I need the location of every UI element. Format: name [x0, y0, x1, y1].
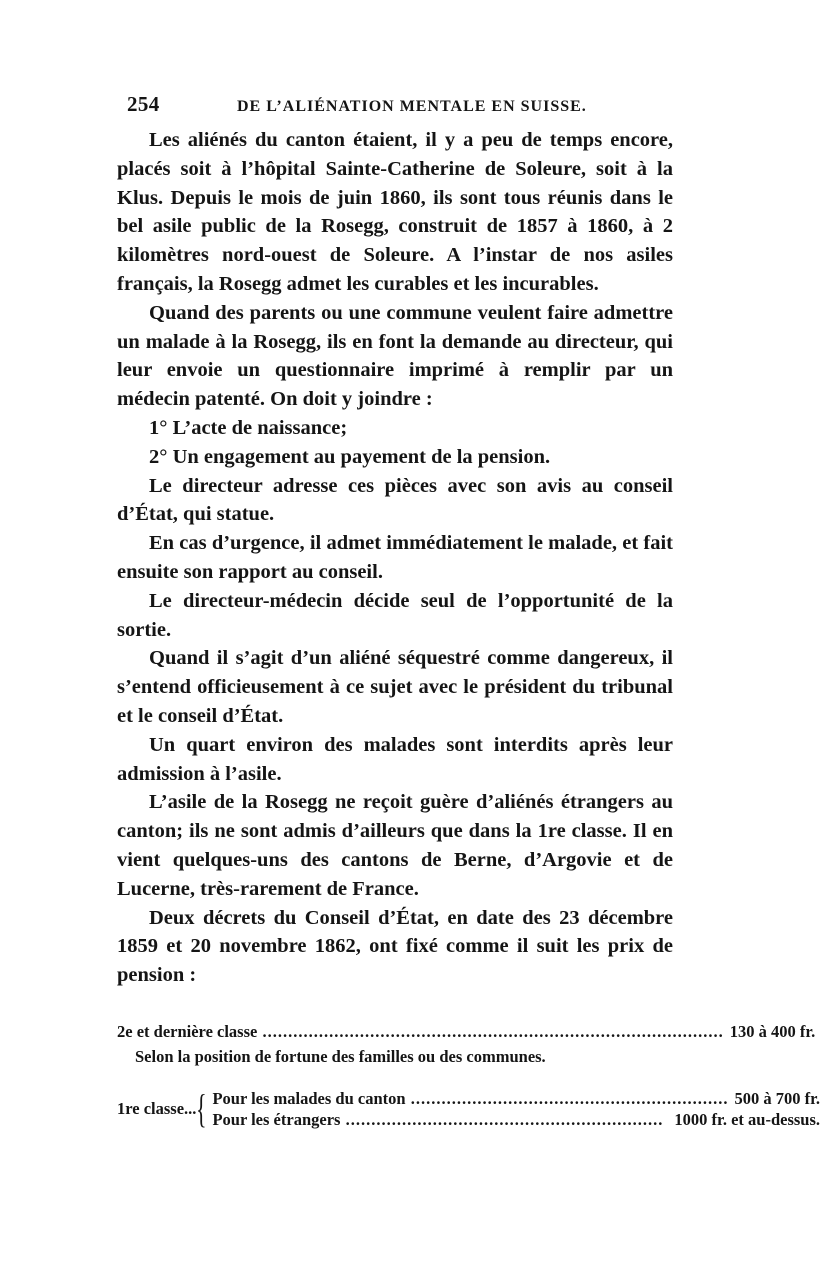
page-number: 254 [127, 92, 160, 116]
brace-icon: { [196, 1085, 207, 1131]
second-class-amount: 130 à 400 fr. [729, 1021, 816, 1041]
page-header [117, 92, 673, 122]
paragraph: Les aliénés du canton étaient, il y a peu de temps encore, placés soit à l’hôpital Sainte-Catherine de Soleure, soit à la Klus. Depuis le mois de juin 1860, ils sont tous réunis dans le bel asile public de la Rosegg, construit de 1857 à 1860, à 2 kilomètres nord-ouest de Soleure. A l’instar de nos asiles français, la Rosegg admet les curables et les incurables. [117, 129, 673, 295]
first-class-row-amount: 1000 fr. et au-dessus. [674, 1109, 820, 1129]
paragraph: Deux décrets du Conseil d’État, en date des 23 décembre 1859 et 20 novembre 1862, ont fixé comme il suit les prix de pension : [117, 906, 673, 987]
body-text [117, 126, 673, 990]
paragraph: Le directeur-médecin décide seul de l’opportunité de la sortie. [117, 589, 673, 641]
first-class-row-amount: 500 à 700 fr. [734, 1088, 820, 1108]
paragraph: Quand des parents ou une commune veulent faire admettre un malade à la Rosegg, ils en font la demande au directeur, qui leur envoie un questionnaire imprimé à remplir par un médecin patenté. On doit y joindre : [117, 301, 673, 411]
first-class-label: 1re classe... [117, 1098, 197, 1118]
paragraph: En cas d’urgence, il admet immédiatement le malade, et fait ensuite son rapport au conseil. [117, 532, 673, 583]
book-page [117, 92, 820, 1131]
second-class-note: Selon la position de fortune des familles ou des communes. [135, 1046, 546, 1066]
second-class-row [117, 1020, 816, 1044]
first-class-row-label: Pour les étrangers ..... [212, 1109, 668, 1130]
second-class-label: 2e et dernière classe ..... [117, 1020, 724, 1044]
fee-table [117, 1020, 820, 1131]
running-head: DE L’ALIÉNATION MENTALE EN SUISSE. [237, 98, 587, 115]
first-class-row [212, 1088, 820, 1109]
paragraph: L’asile de la Rosegg ne reçoit guère d’aliénés étrangers au canton; ils ne sont admis d’ailleurs que dans la 1re classe. Il en vient quelques-uns des cantons de Berne, d’Argovie et de Lucerne, très-rarement de France. [117, 791, 673, 900]
paragraph: Un quart environ des malades sont interdits après leur admission à l’asile. [117, 733, 673, 785]
list-item: 2° Un engagement au payement de la pension. [149, 445, 551, 468]
spacer [117, 990, 673, 1020]
list-item: 1° L’acte de naissance; [149, 416, 348, 439]
first-class-row [212, 1109, 820, 1130]
paragraph: Le directeur adresse ces pièces avec son avis au conseil d’État, qui statue. [117, 474, 673, 526]
first-class-block [117, 1085, 820, 1131]
first-class-rows [212, 1088, 820, 1130]
paragraph: Quand il s’agit d’un aliéné séquestré comme dangereux, il s’entend officieusement à ce sujet avec le président du tribunal et le conseil d’État. [117, 647, 673, 727]
first-class-row-label: Pour les malades du canton ..... [212, 1088, 728, 1109]
